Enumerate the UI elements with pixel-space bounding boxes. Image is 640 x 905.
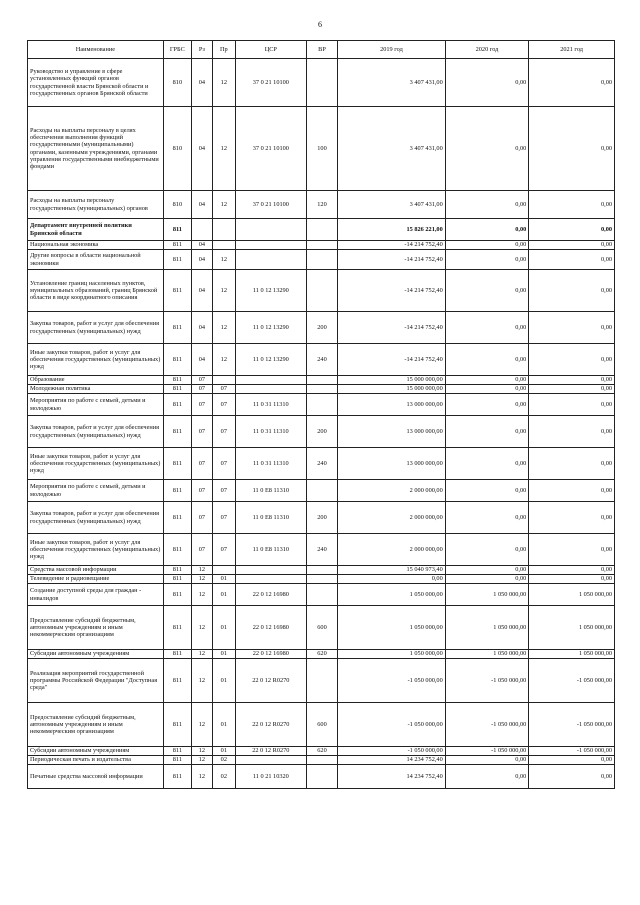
cell-grbs: 810: [163, 191, 191, 219]
table-row: [28, 575, 615, 584]
header-year-2020: 2020 год: [445, 41, 529, 59]
cell-name: Мероприятия по работе с семьей, детьми и молодежью: [28, 394, 164, 416]
cell-2019: 3 407 431,00: [338, 59, 446, 107]
cell-name: Молодежная политика: [28, 385, 164, 394]
page-number: 6: [318, 20, 322, 29]
cell-2021: 0,00: [529, 534, 615, 566]
cell-pr: 01: [212, 659, 235, 703]
cell-csr: [235, 385, 306, 394]
cell-csr: 11 0 12 13290: [235, 344, 306, 376]
cell-pr: 01: [212, 747, 235, 756]
table-row: [28, 747, 615, 756]
cell-csr: [235, 566, 306, 575]
cell-rz: 04: [191, 107, 212, 191]
cell-rz: 12: [191, 650, 212, 659]
cell-grbs: 811: [163, 575, 191, 584]
cell-2020: -1 050 000,00: [445, 703, 529, 747]
cell-rz: 12: [191, 756, 212, 765]
header-pr: Пр: [212, 41, 235, 59]
cell-name: Расходы на выплаты персоналу государственных (муниципальных) органов: [28, 191, 164, 219]
cell-vr: [306, 756, 337, 765]
cell-rz: 04: [191, 59, 212, 107]
cell-csr: 11 0 E8 11310: [235, 502, 306, 534]
cell-2020: 0,00: [445, 566, 529, 575]
cell-rz: 07: [191, 416, 212, 448]
header-year-2021: 2021 год: [529, 41, 615, 59]
header-rz: Рз: [191, 41, 212, 59]
cell-csr: 11 0 12 13290: [235, 270, 306, 312]
cell-2020: 0,00: [445, 534, 529, 566]
cell-grbs: 811: [163, 385, 191, 394]
cell-2020: 1 050 000,00: [445, 606, 529, 650]
cell-rz: 12: [191, 747, 212, 756]
cell-pr: 12: [212, 270, 235, 312]
cell-vr: [306, 480, 337, 502]
cell-pr: 12: [212, 250, 235, 270]
cell-rz: 07: [191, 394, 212, 416]
cell-csr: [235, 376, 306, 385]
cell-pr: [212, 241, 235, 250]
header-year-2019: 2019 год: [338, 41, 446, 59]
cell-rz: 12: [191, 575, 212, 584]
cell-2021: 0,00: [529, 241, 615, 250]
cell-2021: 1 050 000,00: [529, 584, 615, 606]
cell-grbs: 811: [163, 394, 191, 416]
cell-csr: 22 0 12 16980: [235, 584, 306, 606]
cell-vr: [306, 566, 337, 575]
cell-grbs: 811: [163, 416, 191, 448]
cell-2021: 0,00: [529, 270, 615, 312]
cell-name: Иные закупки товаров, работ и услуг для обеспечения государственных (муниципальных) нужд: [28, 344, 164, 376]
cell-vr: 240: [306, 448, 337, 480]
cell-vr: [306, 659, 337, 703]
cell-name: Образование: [28, 376, 164, 385]
cell-2020: 0,00: [445, 59, 529, 107]
cell-grbs: 811: [163, 270, 191, 312]
cell-rz: 04: [191, 241, 212, 250]
cell-name: Иные закупки товаров, работ и услуг для обеспечения государственных (муниципальных) нужд: [28, 534, 164, 566]
cell-csr: 11 0 21 10320: [235, 765, 306, 789]
cell-pr: 07: [212, 502, 235, 534]
cell-2019: 13 000 000,00: [338, 394, 446, 416]
cell-vr: 600: [306, 606, 337, 650]
cell-vr: 620: [306, 650, 337, 659]
cell-rz: 12: [191, 566, 212, 575]
cell-name: Расходы на выплаты персоналу в целях обеспечения выполнения функций государственными (муниципальными) органами, казенными учреждениями, органами управления государственными внебюджетными фондами: [28, 107, 164, 191]
cell-vr: 100: [306, 107, 337, 191]
cell-2019: 15 826 221,00: [338, 219, 446, 241]
cell-2020: -1 050 000,00: [445, 747, 529, 756]
cell-pr: 07: [212, 480, 235, 502]
cell-2020: 0,00: [445, 376, 529, 385]
cell-2020: 0,00: [445, 270, 529, 312]
cell-pr: 07: [212, 385, 235, 394]
cell-2020: 0,00: [445, 756, 529, 765]
cell-grbs: 811: [163, 765, 191, 789]
cell-2020: 0,00: [445, 394, 529, 416]
cell-csr: 11 0 31 11310: [235, 394, 306, 416]
cell-pr: 07: [212, 416, 235, 448]
cell-name: Субсидии автономным учреждениям: [28, 650, 164, 659]
cell-grbs: 811: [163, 566, 191, 575]
cell-2021: 1 050 000,00: [529, 650, 615, 659]
cell-pr: 01: [212, 650, 235, 659]
cell-name: Иные закупки товаров, работ и услуг для обеспечения государственных (муниципальных) нужд: [28, 448, 164, 480]
cell-pr: 07: [212, 394, 235, 416]
cell-name: Периодическая печать и издательства: [28, 756, 164, 765]
cell-name: Департамент внутренней политики Брянской области: [28, 219, 164, 241]
cell-grbs: 810: [163, 107, 191, 191]
header-csr: ЦСР: [235, 41, 306, 59]
cell-csr: 37 0 21 10100: [235, 191, 306, 219]
table-header-row: [28, 41, 615, 59]
cell-2021: -1 050 000,00: [529, 659, 615, 703]
cell-vr: [306, 385, 337, 394]
table-row: [28, 376, 615, 385]
cell-2020: -1 050 000,00: [445, 659, 529, 703]
cell-vr: [306, 765, 337, 789]
cell-vr: [306, 270, 337, 312]
table-row: [28, 312, 615, 344]
table-row: [28, 448, 615, 480]
cell-rz: 12: [191, 584, 212, 606]
cell-grbs: 811: [163, 376, 191, 385]
cell-rz: 12: [191, 606, 212, 650]
cell-2019: 14 234 752,40: [338, 765, 446, 789]
cell-vr: 200: [306, 416, 337, 448]
cell-vr: [306, 584, 337, 606]
cell-pr: 01: [212, 575, 235, 584]
table-row: [28, 385, 615, 394]
cell-2020: 0,00: [445, 312, 529, 344]
cell-grbs: 811: [163, 747, 191, 756]
cell-rz: 12: [191, 703, 212, 747]
cell-2020: 0,00: [445, 480, 529, 502]
cell-grbs: 811: [163, 703, 191, 747]
cell-2021: 0,00: [529, 756, 615, 765]
cell-2020: 1 050 000,00: [445, 650, 529, 659]
cell-vr: [306, 394, 337, 416]
cell-2021: 0,00: [529, 765, 615, 789]
cell-pr: [212, 566, 235, 575]
cell-grbs: 811: [163, 250, 191, 270]
cell-grbs: 811: [163, 480, 191, 502]
cell-2019: 3 407 431,00: [338, 107, 446, 191]
cell-2019: 2 000 000,00: [338, 502, 446, 534]
cell-csr: 22 0 12 R0270: [235, 703, 306, 747]
cell-pr: 02: [212, 756, 235, 765]
table-row: [28, 191, 615, 219]
header-grbs: ГРБС: [163, 41, 191, 59]
cell-vr: 200: [306, 312, 337, 344]
cell-grbs: 811: [163, 584, 191, 606]
table-row: [28, 219, 615, 241]
cell-vr: [306, 376, 337, 385]
table-row: [28, 756, 615, 765]
cell-pr: 07: [212, 534, 235, 566]
cell-name: Реализация мероприятий государственной программы Российской Федерации "Доступная среда": [28, 659, 164, 703]
cell-2019: 1 050 000,00: [338, 650, 446, 659]
cell-vr: 120: [306, 191, 337, 219]
cell-2019: 0,00: [338, 575, 446, 584]
cell-csr: 11 0 31 11310: [235, 448, 306, 480]
cell-2021: 0,00: [529, 385, 615, 394]
cell-pr: [212, 376, 235, 385]
budget-table: [27, 40, 615, 789]
cell-2020: 0,00: [445, 344, 529, 376]
table-body: [28, 59, 615, 789]
cell-vr: [306, 250, 337, 270]
cell-csr: 11 0 E8 11310: [235, 534, 306, 566]
cell-name: Национальная экономика: [28, 241, 164, 250]
cell-2019: 13 000 000,00: [338, 416, 446, 448]
cell-2021: -1 050 000,00: [529, 703, 615, 747]
cell-pr: 02: [212, 765, 235, 789]
cell-grbs: 811: [163, 606, 191, 650]
cell-csr: 11 0 E8 11310: [235, 480, 306, 502]
table-row: [28, 703, 615, 747]
table-row: [28, 250, 615, 270]
cell-2021: 0,00: [529, 416, 615, 448]
cell-vr: 200: [306, 502, 337, 534]
cell-pr: 01: [212, 584, 235, 606]
cell-2020: 0,00: [445, 219, 529, 241]
table-row: [28, 480, 615, 502]
cell-vr: 620: [306, 747, 337, 756]
cell-pr: 01: [212, 703, 235, 747]
cell-2019: -1 050 000,00: [338, 659, 446, 703]
cell-2019: -14 214 752,40: [338, 270, 446, 312]
cell-2021: 0,00: [529, 575, 615, 584]
cell-2021: 1 050 000,00: [529, 606, 615, 650]
cell-name: Предоставление субсидий бюджетным, автономным учреждениям и иным некоммерческим организациям: [28, 703, 164, 747]
cell-grbs: 811: [163, 534, 191, 566]
cell-2019: 1 050 000,00: [338, 606, 446, 650]
cell-vr: 240: [306, 344, 337, 376]
cell-name: Мероприятия по работе с семьей, детьми и молодежью: [28, 480, 164, 502]
cell-name: Телевидение и радиовещание: [28, 575, 164, 584]
cell-csr: 11 0 31 11310: [235, 416, 306, 448]
cell-2021: 0,00: [529, 566, 615, 575]
cell-2020: 0,00: [445, 448, 529, 480]
cell-rz: 07: [191, 448, 212, 480]
header-vr: ВР: [306, 41, 337, 59]
cell-csr: [235, 250, 306, 270]
table-row: [28, 765, 615, 789]
cell-2020: 0,00: [445, 241, 529, 250]
cell-vr: [306, 575, 337, 584]
cell-2019: 15 000 000,00: [338, 385, 446, 394]
cell-grbs: 811: [163, 659, 191, 703]
table-row: [28, 344, 615, 376]
cell-csr: [235, 219, 306, 241]
cell-csr: [235, 575, 306, 584]
cell-csr: [235, 756, 306, 765]
table-row: [28, 270, 615, 312]
cell-2019: 15 040 973,40: [338, 566, 446, 575]
cell-2021: 0,00: [529, 502, 615, 534]
cell-name: Установление границ населенных пунктов, муниципальных образований, границ Брянской области в виде координатного описания: [28, 270, 164, 312]
cell-2019: 2 000 000,00: [338, 480, 446, 502]
cell-2019: -14 214 752,40: [338, 344, 446, 376]
cell-vr: [306, 241, 337, 250]
table-row: [28, 394, 615, 416]
cell-2021: 0,00: [529, 191, 615, 219]
cell-name: Другие вопросы в области национальной экономики: [28, 250, 164, 270]
cell-csr: 37 0 21 10100: [235, 59, 306, 107]
cell-grbs: 811: [163, 650, 191, 659]
cell-2021: 0,00: [529, 312, 615, 344]
cell-2020: 0,00: [445, 416, 529, 448]
table-row: [28, 534, 615, 566]
table-row: [28, 606, 615, 650]
cell-rz: 04: [191, 312, 212, 344]
cell-pr: [212, 219, 235, 241]
cell-2020: 0,00: [445, 250, 529, 270]
cell-name: Закупка товаров, работ и услуг для обеспечения государственных (муниципальных) нужд: [28, 502, 164, 534]
cell-pr: 07: [212, 448, 235, 480]
cell-grbs: 811: [163, 241, 191, 250]
cell-rz: [191, 219, 212, 241]
cell-pr: 01: [212, 606, 235, 650]
cell-grbs: 811: [163, 448, 191, 480]
cell-csr: 11 0 12 13290: [235, 312, 306, 344]
cell-2019: -14 214 752,40: [338, 312, 446, 344]
cell-2021: 0,00: [529, 250, 615, 270]
cell-rz: 07: [191, 385, 212, 394]
cell-2021: 0,00: [529, 59, 615, 107]
cell-rz: 04: [191, 270, 212, 312]
table-row: [28, 59, 615, 107]
table-row: [28, 584, 615, 606]
cell-2021: -1 050 000,00: [529, 747, 615, 756]
cell-2019: -14 214 752,40: [338, 241, 446, 250]
cell-2020: 1 050 000,00: [445, 584, 529, 606]
table-row: [28, 659, 615, 703]
cell-name: Создание доступной среды для граждан - инвалидов: [28, 584, 164, 606]
cell-rz: 07: [191, 480, 212, 502]
cell-pr: 12: [212, 107, 235, 191]
cell-rz: 12: [191, 765, 212, 789]
cell-csr: [235, 241, 306, 250]
table-row: [28, 241, 615, 250]
table-row: [28, 416, 615, 448]
cell-name: Печатные средства массовой информации: [28, 765, 164, 789]
cell-2021: 0,00: [529, 480, 615, 502]
cell-2020: 0,00: [445, 191, 529, 219]
cell-csr: 22 0 12 16980: [235, 650, 306, 659]
cell-rz: 04: [191, 344, 212, 376]
cell-name: Предоставление субсидий бюджетным, автономным учреждениям и иным некоммерческим организациям: [28, 606, 164, 650]
cell-2019: 3 407 431,00: [338, 191, 446, 219]
cell-2021: 0,00: [529, 219, 615, 241]
cell-vr: 600: [306, 703, 337, 747]
cell-name: Средства массовой информации: [28, 566, 164, 575]
cell-pr: 12: [212, 191, 235, 219]
cell-2021: 0,00: [529, 448, 615, 480]
cell-grbs: 811: [163, 502, 191, 534]
cell-pr: 12: [212, 59, 235, 107]
cell-rz: 07: [191, 534, 212, 566]
cell-2021: 0,00: [529, 376, 615, 385]
cell-name: Субсидии автономным учреждениям: [28, 747, 164, 756]
cell-pr: 12: [212, 344, 235, 376]
cell-vr: [306, 219, 337, 241]
cell-vr: 240: [306, 534, 337, 566]
cell-csr: 22 0 12 16980: [235, 606, 306, 650]
table-row: [28, 566, 615, 575]
cell-2020: 0,00: [445, 765, 529, 789]
cell-rz: 07: [191, 502, 212, 534]
cell-2021: 0,00: [529, 107, 615, 191]
cell-2019: 13 000 000,00: [338, 448, 446, 480]
cell-grbs: 811: [163, 219, 191, 241]
cell-pr: 12: [212, 312, 235, 344]
cell-2020: 0,00: [445, 107, 529, 191]
cell-2019: 1 050 000,00: [338, 584, 446, 606]
cell-rz: 04: [191, 191, 212, 219]
table-row: [28, 650, 615, 659]
cell-2019: -1 050 000,00: [338, 703, 446, 747]
cell-csr: 37 0 21 10100: [235, 107, 306, 191]
cell-2019: 14 234 752,40: [338, 756, 446, 765]
cell-grbs: 811: [163, 312, 191, 344]
header-name: Наименование: [28, 41, 164, 59]
cell-rz: 07: [191, 376, 212, 385]
cell-rz: 04: [191, 250, 212, 270]
cell-2021: 0,00: [529, 394, 615, 416]
table-row: [28, 107, 615, 191]
cell-2021: 0,00: [529, 344, 615, 376]
table-row: [28, 502, 615, 534]
cell-2020: 0,00: [445, 502, 529, 534]
cell-2019: -1 050 000,00: [338, 747, 446, 756]
cell-2019: 2 000 000,00: [338, 534, 446, 566]
cell-grbs: 810: [163, 59, 191, 107]
cell-rz: 12: [191, 659, 212, 703]
cell-name: Закупка товаров, работ и услуг для обеспечения государственных (муниципальных) нужд: [28, 416, 164, 448]
cell-2019: -14 214 752,40: [338, 250, 446, 270]
cell-grbs: 811: [163, 756, 191, 765]
cell-2020: 0,00: [445, 385, 529, 394]
cell-vr: [306, 59, 337, 107]
cell-name: Руководство и управление в сфере установленных функций органов государственной власти Брянской области и государственных органов Брянской области: [28, 59, 164, 107]
cell-2019: 15 000 000,00: [338, 376, 446, 385]
cell-csr: 22 0 12 R0270: [235, 659, 306, 703]
cell-2020: 0,00: [445, 575, 529, 584]
cell-grbs: 811: [163, 344, 191, 376]
cell-csr: 22 0 12 R0270: [235, 747, 306, 756]
cell-name: Закупка товаров, работ и услуг для обеспечения государственных (муниципальных) нужд: [28, 312, 164, 344]
